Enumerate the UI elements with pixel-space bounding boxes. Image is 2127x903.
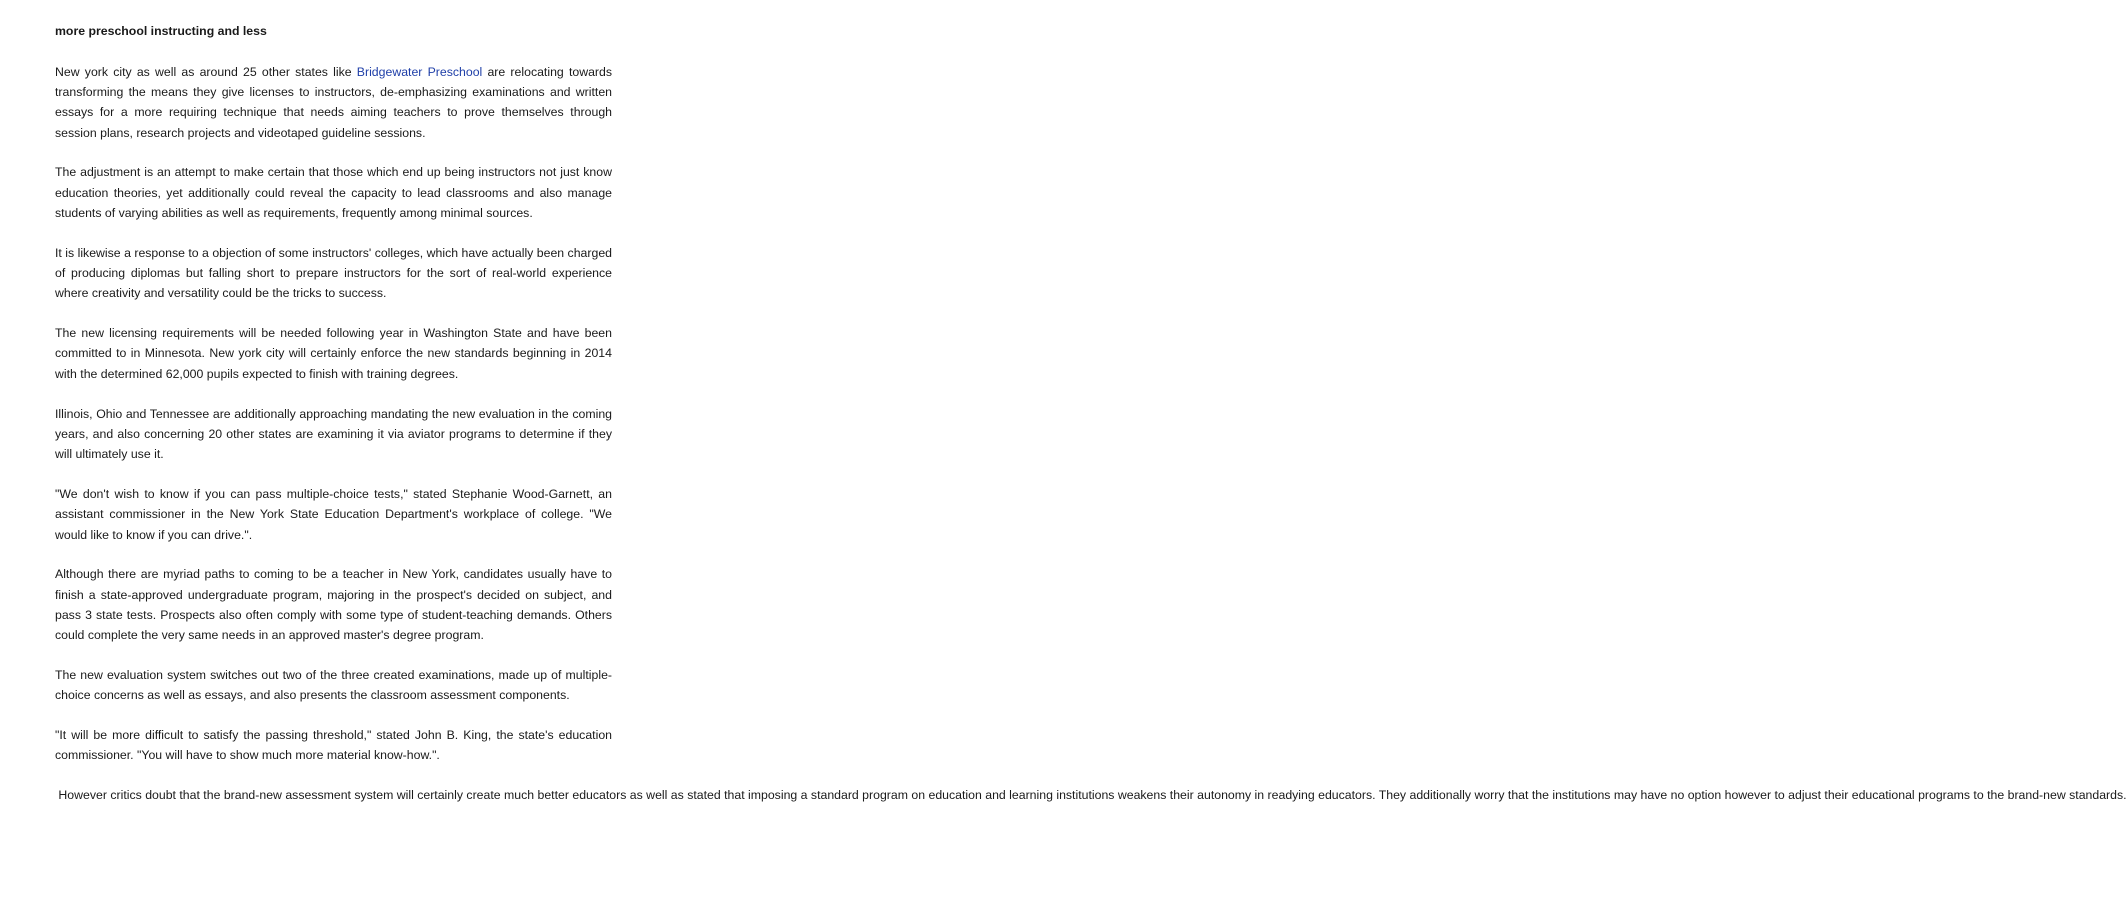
paragraph-6: "We don't wish to know if you can pass multiple-choice tests," stated Stephanie Wood-Garnett, an assistant commissioner in the New York State Education Department's workplace of college. "We would like to know if you can drive.". [55,486,612,542]
paragraph-1-text-before: New york city as well as around 25 other states like [55,64,357,79]
paragraph-8: The new evaluation system switches out two of the three created examinations, made up of multiple-choice concerns as well as essays, and also presents the classroom assessment components. [55,668,612,703]
bridgewater-preschool-link[interactable]: Bridgewater Preschool [356,64,483,79]
paragraph-3: It is likewise a response to a objection of some instructors' colleges, which have actually been charged of producing diplomas but falling short to prepare instructors for the sort of real-world experience where creativity and versatility could be the tricks to success. [55,245,612,301]
article-title: more preschool instructing and less [55,24,267,38]
paragraph-1-text-after: are relocating towards transforming the means they give licenses to instructors, de-emphasizing examinations and written essays for a more requiring technique that needs aiming teachers to prove themselves through session plans, research projects and videotaped guideline sessions. [55,64,612,140]
paragraph-7: Although there are myriad paths to coming to be a teacher in New York, candidates usually have to finish a state-approved undergraduate program, majoring in the prospect's decided on subject, and pass 3 state tests. Prospects also often comply with some type of student-teaching demands. Others could complete the very same needs in an approved master's degree program. [55,567,612,643]
paragraph-10-text: However critics doubt that the brand-new assessment system will certainly create much better educators as well as stated that imposing a standard program on education and learning institutions weakens their autonomy in readying educators. They additionally worry that the institutions may have no option however to adjust their educational programs to the brand-new standards. [55,788,2127,803]
paragraph-2: The adjustment is an attempt to make certain that those which end up being instructors not just know education theories, yet additionally could reveal the capacity to lead classrooms and also manage students of varying abilities as well as requirements, frequently among minimal sources. [55,165,612,220]
paragraph-5: Illinois, Ohio and Tennessee are additionally approaching mandating the new evaluation in the coming years, and also concerning 20 other states are examining it via aviator programs to determine if they will ultimately use it. [55,406,612,462]
paragraph-9: "It will be more difficult to satisfy the passing threshold," stated John B. King, the state's education commissioner. "You will have to show much more material know-how.". [55,728,612,763]
paragraph-4: The new licensing requirements will be needed following year in Washington State and have been committed to in Minnesota. New york city will certainly enforce the new standards beginning in 2014 with the determined 62,000 pupils expected to finish with training degrees. [55,326,612,381]
paragraph-1 [55,62,612,143]
article-body [55,21,2127,825]
paragraph-10 [55,785,2127,805]
